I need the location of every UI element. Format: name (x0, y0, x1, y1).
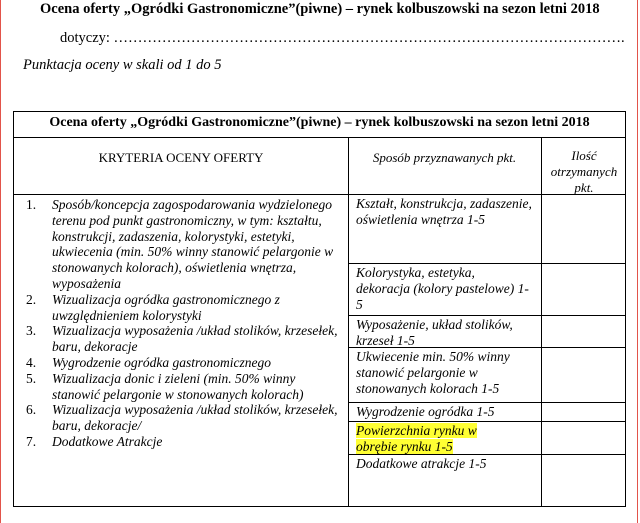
evaluation-table (13, 111, 626, 507)
divider (348, 421, 541, 422)
column-header-points-line: pkt. (574, 180, 594, 195)
criteria-text: Wygrodzenie ogródka gastronomicznego (52, 354, 271, 370)
method-cell-highlighted (356, 423, 496, 455)
criteria-number: 7. (26, 433, 37, 449)
criteria-text: Wizualizacja donic i zieleni (min. 50% winny stanowić pelargonie w stonowanych kolorach) (52, 370, 304, 402)
divider (348, 263, 541, 264)
criteria-text: Wizualizacja wyposażenia /układ stolików, krzesełek, baru, dekoracje (52, 323, 338, 355)
divider (541, 402, 625, 403)
criteria-item (22, 402, 344, 434)
divider (541, 347, 625, 348)
criteria-list (22, 197, 344, 450)
criteria-item (22, 323, 344, 355)
divider (348, 315, 541, 316)
criteria-item (22, 355, 344, 371)
criteria-item (22, 434, 344, 450)
highlighted-text: Powierzchnia rynku w obrębie rynku 1-5 (356, 423, 477, 454)
column-header-criteria: KRYTERIA OCENY OFERTY (98, 150, 264, 165)
method-cell: Wyposażenie, układ stolików, krzeseł 1-5 (356, 317, 513, 348)
criteria-text: Wizualizacja ogródka gastronomicznego z uwzględnieniem kolorystyki (52, 291, 280, 323)
method-cell: Wygrodzenie ogródka 1-5 (356, 404, 495, 419)
divider (348, 137, 349, 506)
criteria-number: 3. (26, 323, 37, 339)
method-cell: Kształt, konstrukcja, zadaszenie, oświetlenia wnętrza 1-5 (356, 196, 532, 227)
document-title: Ocena oferty „Ogródki Gastronomiczne”(piwne) – rynek kolbuszowski na sezon letni 2018 (40, 1, 600, 17)
method-cell: Ukwiecenie min. 50% winny stanowić pelargonie w stonowanych kolorach 1-5 (356, 349, 510, 396)
divider (348, 402, 541, 403)
column-header-method: Sposób przyznawanych pkt. (372, 150, 517, 165)
divider (541, 421, 625, 422)
column-header-points-line: Ilość (571, 148, 597, 163)
divider (541, 315, 625, 316)
method-cell: Dodatkowe atrakcje 1-5 (356, 456, 487, 471)
table-title: Ocena oferty „Ogródki Gastronomiczne”(piwne) – rynek kolbuszowski na sezon letni 2018 (49, 115, 590, 130)
divider (541, 454, 625, 455)
criteria-text: Sposób/koncepcja zagospodarowania wydzielonego terenu pod punkt gastronomiczny, w tym: kształtu, konstrukcji, zadaszenia, kolorystyki, estetyki, ukwiecenia (min. 50% winny stanowić pelargonie w stonowanych kolorach), oświetlenia wnętrza, wyposażenia (52, 197, 334, 291)
column-header-points (541, 148, 627, 196)
criteria-number: 1. (26, 197, 37, 212)
scale-note: Punktacja oceny w skali od 1 do 5 (23, 57, 222, 73)
criteria-item (22, 371, 344, 403)
criteria-text: Dodatkowe Atrakcje (52, 433, 163, 449)
criteria-item (22, 197, 344, 292)
divider (541, 263, 625, 264)
criteria-number: 6. (26, 402, 37, 418)
criteria-number: 2. (26, 291, 37, 307)
criteria-text: Wizualizacja wyposażenia /układ stolików, krzesełek, baru, dekoracje/ (52, 402, 338, 434)
divider (14, 194, 625, 195)
divider (14, 137, 625, 138)
method-cell: Kolorystyka, estetyka, dekoracja (kolory pastelowe) 1-5 (356, 265, 529, 312)
criteria-number: 4. (26, 354, 37, 370)
criteria-item (22, 292, 344, 324)
dotyczy-line: dotyczy: ……………………………………………………………………………………………. (60, 30, 625, 46)
column-header-points-line: otrzymanych (550, 164, 618, 179)
criteria-number: 5. (26, 370, 37, 386)
